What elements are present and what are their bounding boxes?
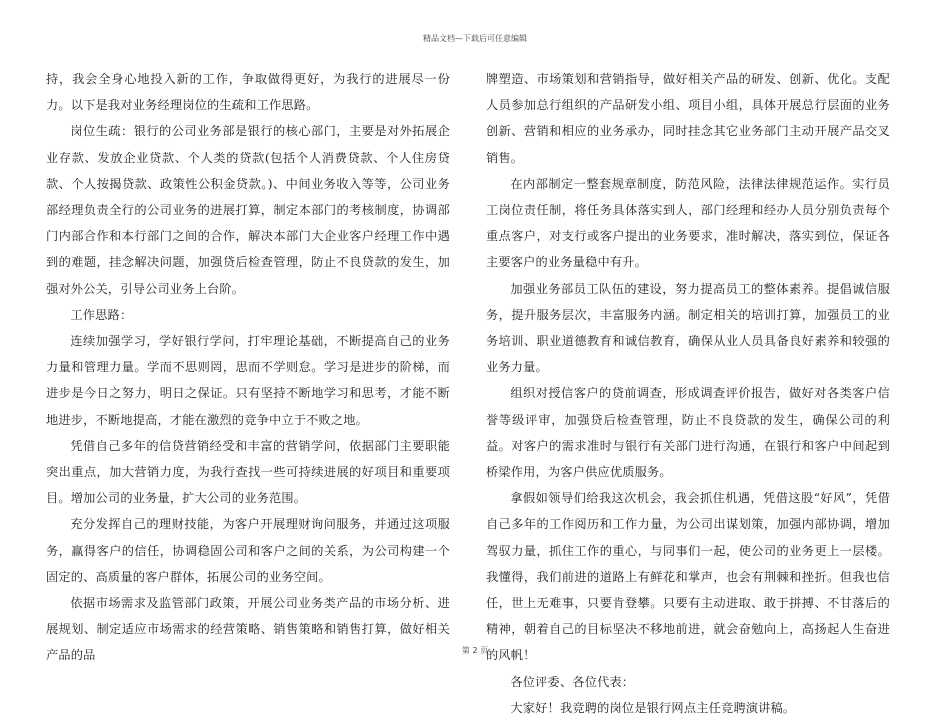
paragraph: 在内部制定一整套规章制度，防范风险，法律法律规范运作。实行员工岗位责任制，将任务具体落实到人，部门经理和经办人员分别负责每个重点客户，对支行或客户提出的业务要求，准时解决，落实到位，保证各主要客户的业务量稳中有升。 — [486, 176, 890, 270]
left-column — [46, 66, 450, 669]
paragraph: 大家好！我竞聘的岗位是银行网点主任竞聘演讲稿。 — [510, 700, 796, 715]
paragraph: 连续加强学习，学好银行学问，打牢理论基础，不断提高自己的业务力量和管理力量。学而不思则罔，思而不学则怠。学习是进步的阶梯，而进步是今日之努力，明日之保证。只有坚持不断地学习和思考，才能不断地进步，不断地提高，才能在激烈的竞争中立于不败之地。 — [46, 334, 450, 427]
page-header: 精品文档—下载后可任意编辑 — [423, 34, 527, 43]
paragraph: 岗位生疏：银行的公司业务部是银行的核心部门，主要是对外拓展企业存款、发放企业贷款、个人类的贷款(包括个人消费贷款、个人住房贷款、个人按揭贷款、政策性公积金贷款。)、中间业务收入等等，公司业务部经理负责全行的公司业务的进展打算，制定本部门的考核制度，协调部门内部合作和本行部门之间的合作，解决本部门大企业客户经理工作中遇到的难题，挂念解决问题，加强贷后检查管理，防止不良贷款的发生，加强对外公关，引导公司业务上台阶。 — [46, 124, 450, 296]
paragraph: 各位评委、各位代表： — [510, 674, 635, 689]
page-number: 第 2 页 — [461, 646, 489, 655]
paragraph: 拿假如领导们给我这次机会，我会抓住机遇，凭借这股“好风”，凭借自己多年的工作阅历和工作力量，为公司出谋划策，加强内部协调，增加驾驭力量，抓住工作的重心，与同事们一起，使公司的业务更上一层楼。我懂得，我们前进的道路上有鲜花和掌声，也会有荆棘和挫折。但我也信任，世上无难事，只要肯登攀。只要有主动进取、敢于拼搏、不甘落后的精神，朝着自己的目标坚决不移地前进，就会奋勉向上，高扬起人生奋进的风帆！ — [486, 491, 890, 663]
paragraph: 持，我会全身心地投入新的工作，争取做得更好，为我行的进展尽一份力。以下是我对业务经理岗位的生疏和工作思路。 — [46, 72, 450, 113]
paragraph: 加强业务部员工队伍的建设，努力提高员工的整体素养。提倡诚信服务，提升服务层次，丰富服务内涵。制定相关的培训打算，加强员工的业务培训、职业道德教育和诚信教育，确保从业人员具备良好素养和较强的业务力量。 — [486, 281, 890, 375]
paragraph: 凭借自己多年的信贷营销经受和丰富的营销学问，依据部门主要职能突出重点，加大营销力度，为我行查找一些可持续进展的好项目和重要项目。增加公司的业务量，扩大公司的业务范围。 — [46, 438, 450, 506]
right-column — [486, 66, 890, 721]
paragraph: 充分发挥自己的理财技能，为客户开展理财询问服务，并通过这项服务，赢得客户的信任，协调稳固公司和客户之间的关系，为公司构建一个固定的、高质量的客户群体，拓展公司的业务空间。 — [46, 517, 450, 584]
section-heading: 工作思路： — [70, 307, 133, 322]
paragraph: 组织对授信客户的贷前调查，形成调查评价报告，做好对各类客户信誉等级评审，加强贷后检查管理，防止不良贷款的发生，确保公司的利益。对客户的需求准时与银行有关部门进行沟通，在银行和客户中间起到桥梁作用，为客户供应优质服务。 — [486, 386, 890, 480]
paragraph: 牌塑造、市场策划和营销指导，做好相关产品的研发、创新、优化。支配人员参加总行组织的产品研发小组、项目小组，具体开展总行层面的业务创新、营销和相应的业务承办，同时挂念其它业务部门主动开展产品交叉销售。 — [486, 72, 890, 165]
paragraph: 依据市场需求及监管部门政策，开展公司业务类产品的市场分析、进展规划、制定适应市场需求的经营策略、销售策略和销售打算，做好相关产品的品 — [46, 596, 450, 663]
